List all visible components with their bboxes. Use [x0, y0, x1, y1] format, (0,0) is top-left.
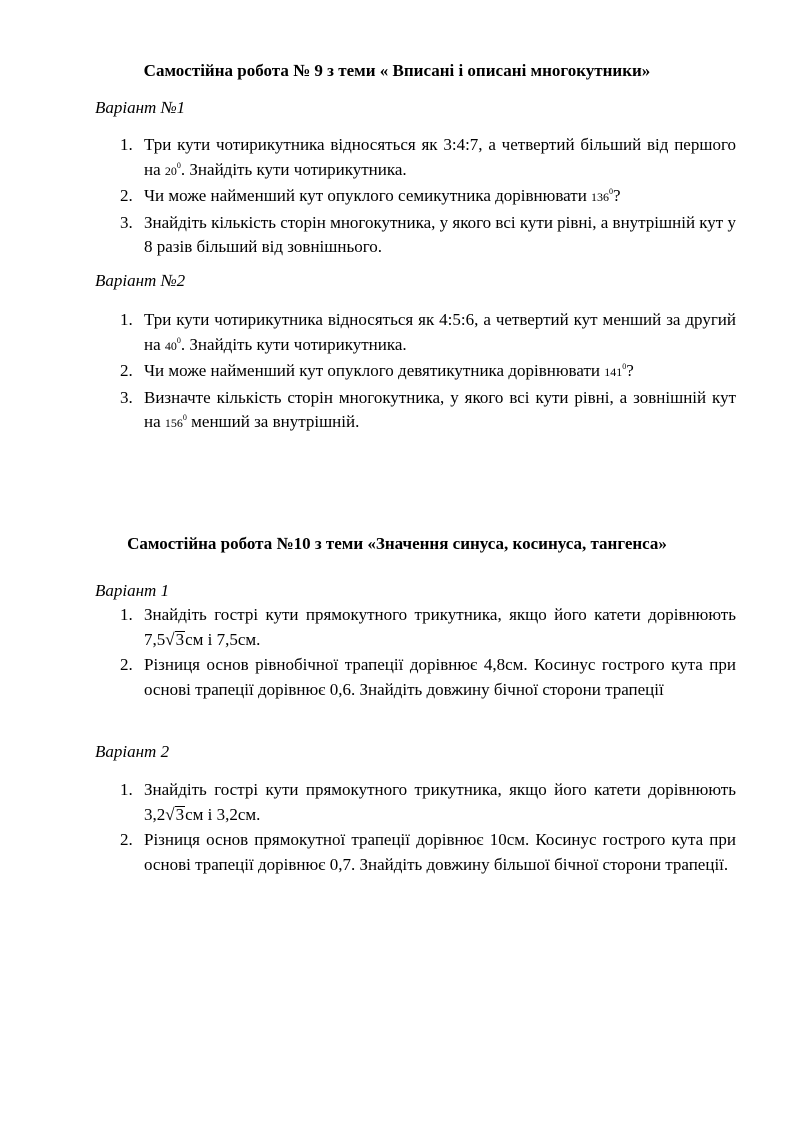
work10-variant2-tasks [95, 778, 736, 878]
work9-variant2-label: Варіант №2 [95, 271, 186, 290]
task-item: 3. Визначте кількість сторін многокутника, у якого всі кути рівні, а зовнішній кут на $156^0$ менший за внутрішній. [120, 387, 736, 431]
task-item: 3. Знайдіть кількість сторін многокутника, у якого всі кути рівні, а внутрішній кут у 8 разів більший від зовнішнього. [120, 212, 736, 256]
task-item: 1. Три кути чотирикутника відносяться як 3:4:7, а четвертий більший від першого на $20^0$. Знайдіть кути чотирикутника. [120, 135, 736, 179]
task-item: 2. Різниця основ прямокутної трапеції дорівнює 10см. Косинус гострого кута при основі трапеції дорівнює 0,7. Знайдіть довжину більшої бічної сторони трапеції. [120, 830, 736, 874]
task-item: 1. Знайдіть гострі кути прямокутного трикутника, якщо його катети дорівнюють 3,2√3см і 3,2см. [95, 778, 736, 827]
work10-title: Самостійна робота №10 з теми «Значення синуса, косинуса, тангенса» [127, 534, 667, 553]
work10-variant2-label: Варіант 2 [95, 742, 170, 761]
task-item: 1. Три кути чотирикутника відносяться як 4:5:6, а четвертий кут менший за другий на $40^0$. Знайдіть кути чотирикутника. [120, 310, 736, 354]
work9-variant1-tasks [95, 133, 736, 261]
work9-variant1-label: Варіант №1 [95, 98, 186, 117]
work9-variant2-tasks [95, 308, 736, 437]
work10-variant1-tasks [95, 603, 736, 703]
sqrt-symbol: √3 [165, 804, 185, 824]
task-item: 2. Різниця основ рівнобічної трапеції дорівнює 4,8см. Косинус гострого кута при основі трапеції дорівнює 0,6. Знайдіть довжину бічної сторони трапеції [120, 655, 736, 699]
work10-variant1-label: Варіант 1 [95, 581, 170, 600]
task-item: 2. Чи може найменший кут опуклого девятикутника дорівнювати $141^0$? [120, 361, 634, 380]
task-item: 1. Знайдіть гострі кути прямокутного трикутника, якщо його катети дорівнюють 7,5√3см і 7,5см. [95, 603, 736, 652]
sqrt-symbol: √3 [165, 629, 185, 649]
work9-title: Самостійна робота № 9 з теми « Вписані і описані многокутники» [143, 61, 651, 80]
task-item: 2. Чи може найменший кут опуклого семикутника дорівнювати $136^0$? [120, 186, 621, 205]
